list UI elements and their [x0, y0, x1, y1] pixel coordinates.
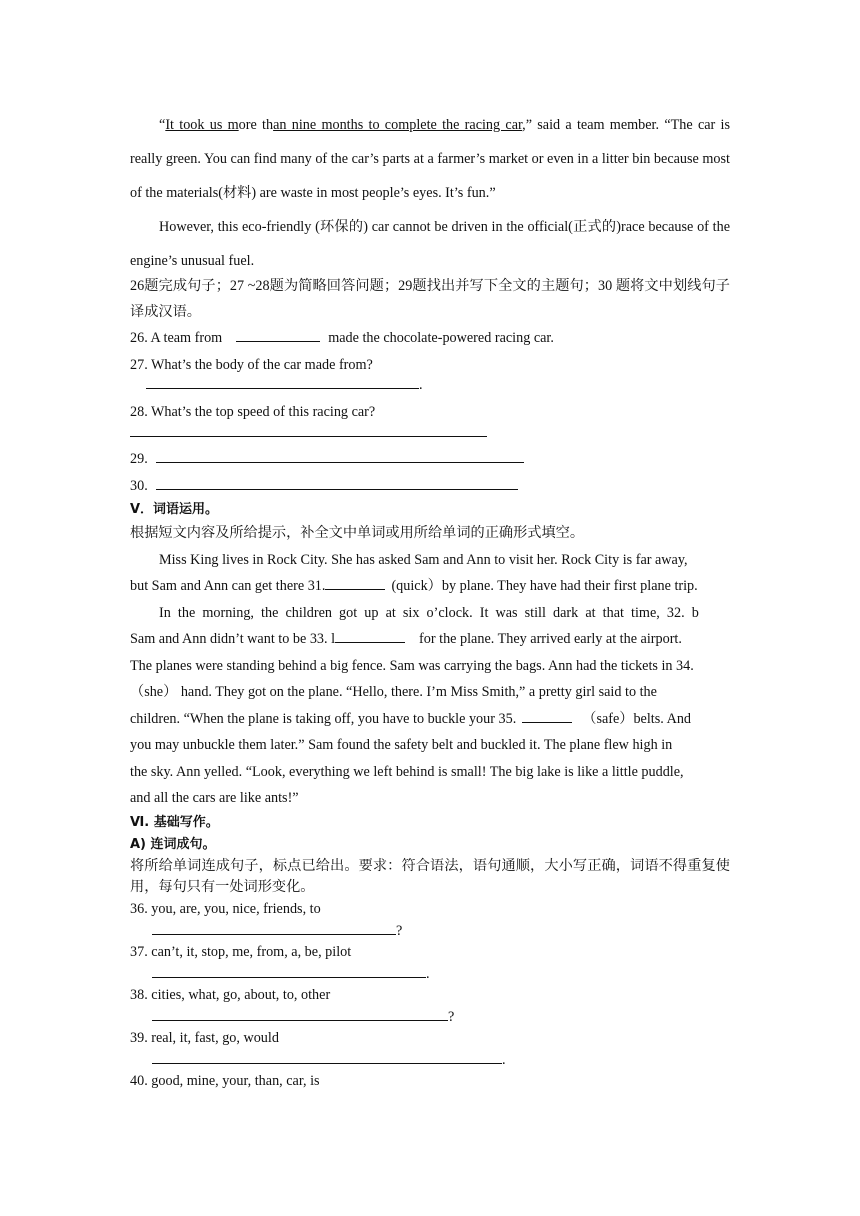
section-6-subtitle: A) 连词成句。 [130, 836, 216, 852]
passage-paragraph-1 [130, 108, 730, 210]
paragraph-rest: ,” said a team member. “The car is really green. You can find many of the car’s parts at a farmer’s market or even in a litter bin because most of the materials(材料) are waste in most people’s eyes. It’s fun.” [130, 117, 730, 201]
word-order-question-37: 37. can’t, it, stop, me, from, a, be, pilot [130, 943, 352, 960]
question-28: 28. What’s the top speed of this racing car? [130, 403, 376, 420]
passage-paragraph-2: However, this eco-friendly (环保的) car cannot be driven in the official(正式的)race because of the engine’s unusual fuel. [130, 219, 730, 269]
blank-31[interactable] [325, 575, 385, 590]
sentence-part-2: ore th [238, 117, 274, 133]
underlined-sentence-part-3: an nine months to complete the racing car [273, 117, 523, 133]
answer-blank-36[interactable] [152, 920, 396, 935]
section-5-instruction: 根据短文内容及所给提示，补全文中单词或用所给单词的正确形式填空。 [130, 525, 585, 541]
cloze-line-1: Miss King lives in Rock City. She has asked Sam and Ann to visit her. Rock City is far away, [159, 551, 688, 568]
answer-line-39: . [130, 1049, 730, 1071]
open-quote: “ [159, 117, 166, 133]
question-29: 29. [130, 446, 730, 473]
answer-blank-26[interactable] [236, 327, 320, 342]
answer-blank-27[interactable] [146, 374, 419, 389]
blank-35[interactable] [522, 708, 572, 723]
answer-line-37: . [130, 963, 730, 985]
section-6-instruction: 将所给单词连成句子，标点已给出。要求：符合语法，语句通顺，大小写正确，词语不得重复使用，每句只有一处词形变化。 [130, 857, 730, 895]
word-order-question-36: 36. you, are, you, nice, friends, to [130, 900, 321, 917]
word-order-question-39: 39. real, it, fast, go, would [130, 1029, 279, 1046]
cloze-line-5: The planes were standing behind a big fence. Sam was carrying the bags. Ann had the tickets in 34. [130, 657, 694, 674]
answer-blank-38[interactable] [152, 1006, 448, 1021]
cloze-line-9: the sky. Ann yelled. “Look, everything we left behind is small! The big lake is like a little puddle, [130, 763, 684, 780]
underlined-sentence-part-1: It took us m [165, 117, 239, 133]
cloze-line-8: you may unbuckle them later.” Sam found the safety belt and buckled it. The plane flew high in [130, 737, 673, 753]
answer-line-27: . [130, 372, 730, 399]
cloze-line-4: Sam and Ann didn’t want to be 33. l for the plane. They arrived early at the airport. [130, 626, 730, 653]
question-27: 27. What’s the body of the car made from? [130, 356, 373, 373]
word-order-question-40: 40. good, mine, your, than, car, is [130, 1072, 320, 1089]
answer-blank-37[interactable] [152, 963, 426, 978]
answer-line-38: ? [130, 1006, 730, 1028]
question-26: 26. A team from made the chocolate-powered racing car. [130, 325, 730, 352]
cloze-line-3: In the morning, the children got up at six o’clock. It was still dark at that time, 32. b [159, 604, 699, 621]
section-5-title: V．词语运用。 [130, 502, 219, 517]
cloze-line-6: （she） hand. They got on the plane. “Hello, there. I’m Miss Smith,” a pretty girl said to the [130, 684, 657, 700]
reading-instructions: 26题完成句子；27 ~28题为简略回答问题；29题找出并写下全文的主题句；30 题将文中划线句子译成汉语。 [130, 278, 730, 320]
answer-blank-30[interactable] [156, 475, 518, 490]
blank-33[interactable] [335, 628, 405, 643]
cloze-line-10: and all the cars are like ants!” [130, 790, 299, 806]
answer-line-36: ? [130, 920, 730, 942]
word-order-question-38: 38. cities, what, go, about, to, other [130, 986, 331, 1003]
cloze-line-2: but Sam and Ann can get there 31. (quick）by plane. They have had their first plane trip. [130, 573, 730, 600]
section-6-title: Ⅵ. 基础写作。 [130, 814, 219, 830]
answer-blank-39[interactable] [152, 1049, 502, 1064]
document-page [130, 108, 730, 1092]
question-30: 30. [130, 473, 730, 500]
cloze-line-7: children. “When the plane is taking off, you have to buckle your 35. （safe）belts. And [130, 706, 730, 733]
answer-blank-29[interactable] [156, 448, 524, 463]
